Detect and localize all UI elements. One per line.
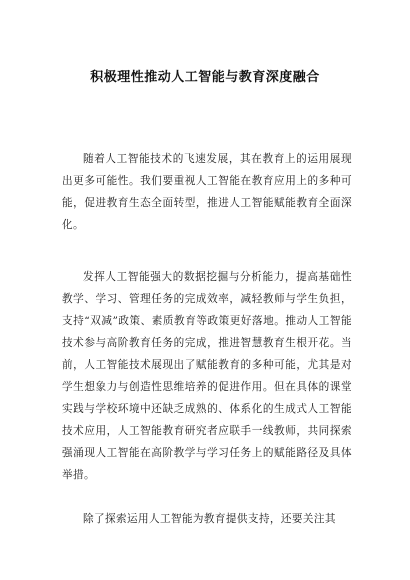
paragraph-3: 除了探索运用人工智能为教育提供支持，还要关注其 — [83, 513, 336, 525]
paragraph-1: 随着人工智能技术的飞速发展，其在教育上的运用展现出更多可能性。我们要重视人工智能在教育应用上的多种可能，促进教育生态全面转型，推进人工智能赋能教育全面深化。 — [62, 153, 352, 231]
paragraph-2: 发挥人工智能强大的数据挖掘与分析能力，提高基础性教学、学习、管理任务的完成效率，减轻教师与学生负担，支持“双减”政策、素质教育等政策更好落地。推动人工智能技术参与高阶教育任务的完成，推进智慧教育生根开花。当前，人工智能技术展现出了赋能教育的多种可能，尤其是对学生想象力与创造性思维培养的促进作用。但在具体的课堂实践与学校环境中还缺乏成熟的、体系化的生成式人工智能技术应用，人工智能教育研究者应联手一线教师，共同探索强涌现人工智能在高阶教学与学习任务上的赋能路径及具体举措。 — [62, 271, 352, 481]
document-title: 积极理性推动人工智能与教育深度融合 — [90, 70, 320, 85]
